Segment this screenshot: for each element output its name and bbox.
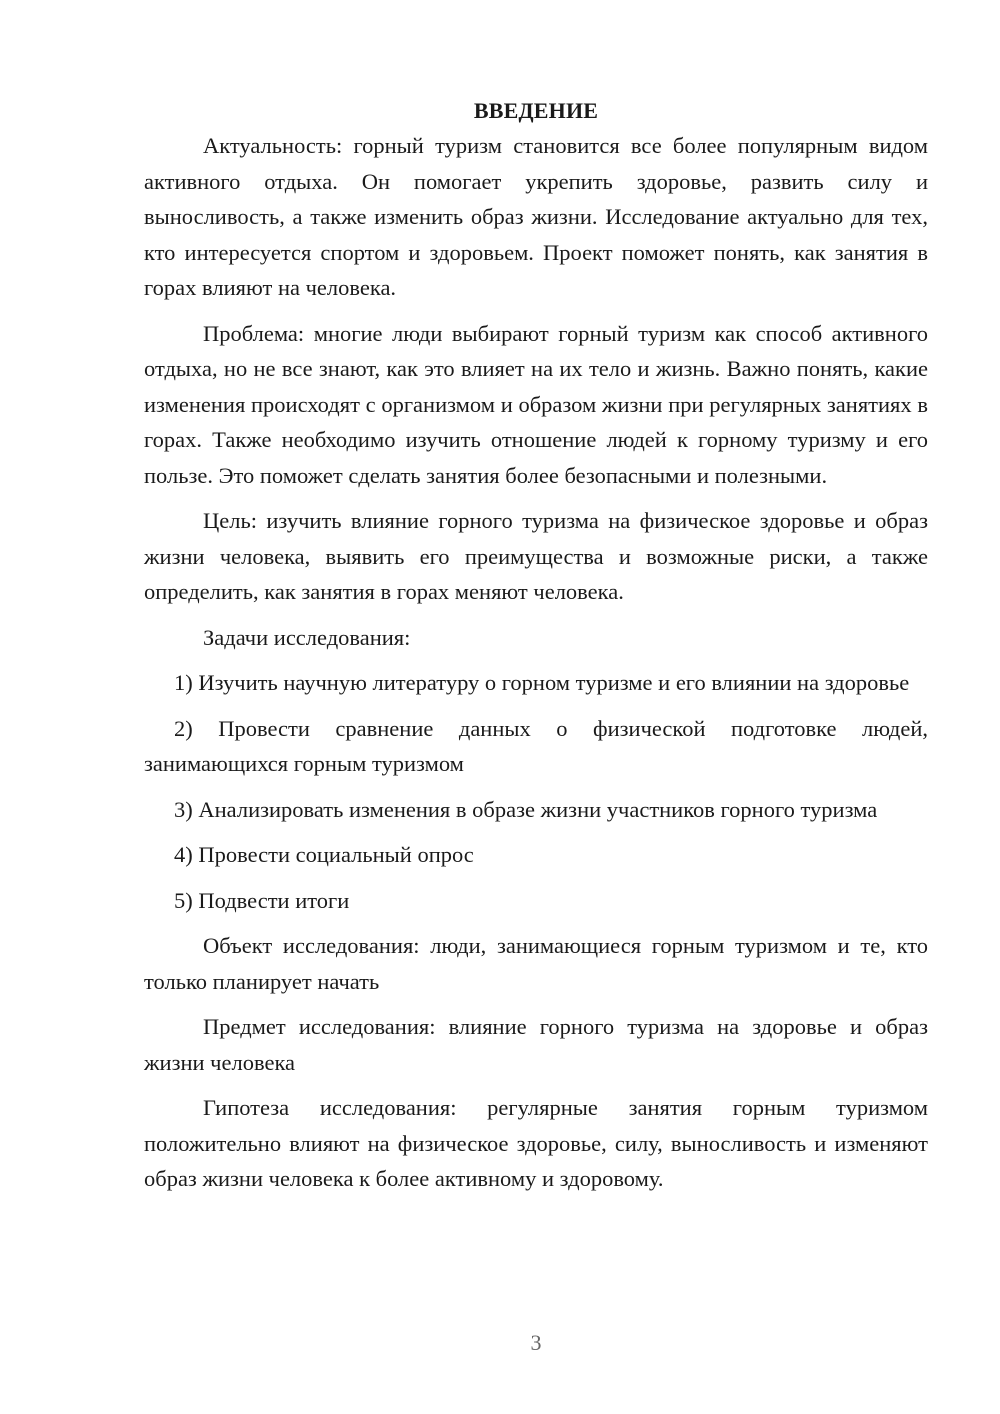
tasks-heading: Задачи исследования: [203,624,411,650]
problem-paragraph: Проблема: многие люди выбирают горный туризм как способ активного отдыха, но не все знают, как это влияет на их тело и жизнь. Важно понять, какие изменения происходят с организмом и образом жизни при регулярных занятиях в горах. Также необходимо изучить отношение людей к горному туризму и его пользе. Это поможет сделать занятия более безопасными и полезными. [144,320,928,488]
document-page [144,94,928,1207]
subject-paragraph: Предмет исследования: влияние горного туризма на здоровье и образ жизни человека [144,1014,928,1075]
object-paragraph: Объект исследования: люди, занимающиеся горным туризмом и те, кто только планирует начать [144,933,928,994]
page-number: 3 [530,1330,542,1355]
goal-paragraph: Цель: изучить влияние горного туризма на физическое здоровье и образ жизни человека, выявить его преимущества и возможные риски, а также определить, как занятия в горах меняют человека. [144,508,928,604]
task-item: 5) Подвести итоги [174,887,350,913]
hypothesis-paragraph: Гипотеза исследования: регулярные занятия горным туризмом положительно влияют на физическое здоровье, силу, выносливость и изменяют образ жизни человека к более активному и здоровому. [144,1095,928,1191]
task-item: 1) Изучить научную литературу о горном туризме и его влиянии на здоровье [174,670,910,695]
task-item: 2) Провести сравнение данных о физической подготовке людей, занимающихся горным туризмом [144,715,928,776]
task-item: 4) Провести социальный опрос [174,842,474,867]
task-item: 3) Анализировать изменения в образе жизни участников горного туризма [174,796,878,822]
relevance-paragraph: Актуальность: горный туризм становится все более популярным видом активного отдыха. Он помогает укрепить здоровье, развить силу и выносливость, а также изменить образ жизни. Исследование актуально для тех, кто интересуется спортом и здоровьем. Проект поможет понять, как занятия в горах влияют на человека. [144,133,928,300]
section-title: ВВЕДЕНИЕ [473,98,599,123]
